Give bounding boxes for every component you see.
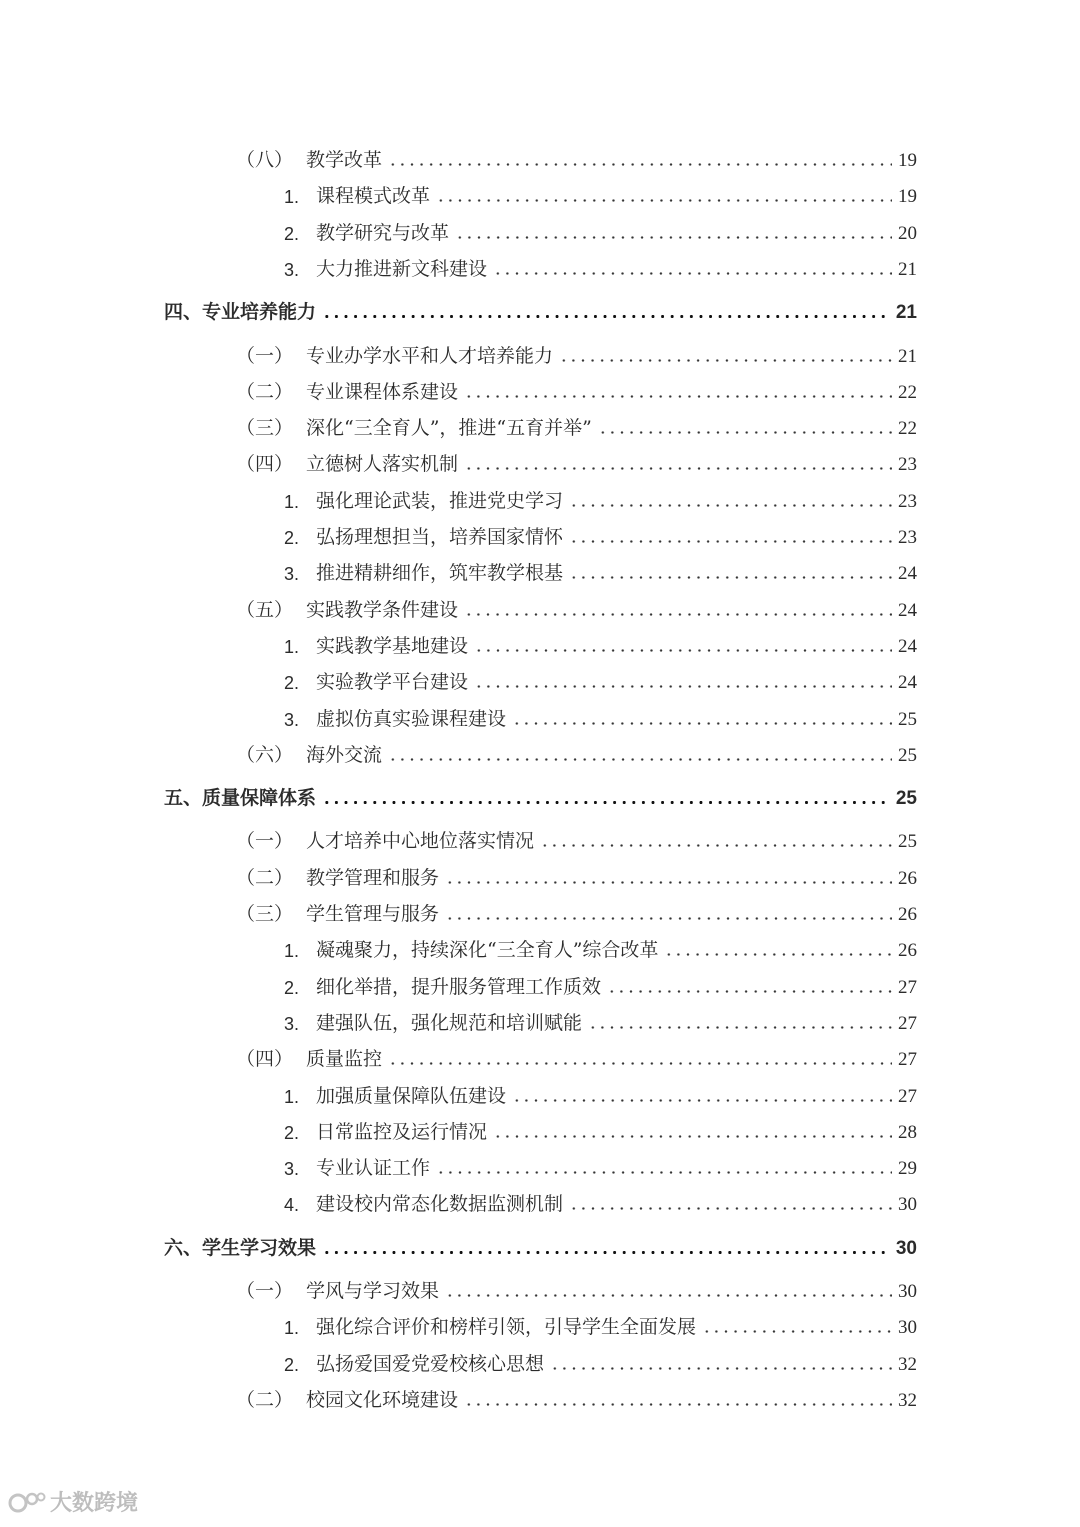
toc-page-number: 22	[898, 418, 917, 440]
toc-page-number: 30	[898, 1281, 917, 1302]
toc-page-number: 30	[898, 1194, 917, 1216]
toc-entry-title: 教学管理和服务	[306, 866, 440, 889]
toc-entry-number: 3.	[284, 1013, 300, 1034]
toc-page-number: 30	[898, 1317, 917, 1339]
toc-entry-number: 3.	[284, 709, 300, 730]
toc-page-number: 32	[898, 1353, 917, 1375]
toc-section[interactable]	[236, 404, 917, 438]
toc-dot-leader	[512, 1099, 892, 1102]
toc-entry-number: （二）	[236, 1389, 294, 1411]
toc-subsection[interactable]	[284, 209, 917, 243]
toc-entry-number: 2.	[284, 528, 300, 548]
toc-entry-number: （二）	[236, 867, 294, 889]
toc-entry-number: 2.	[284, 673, 300, 694]
toc-subsection[interactable]	[284, 926, 917, 960]
toc-subsection[interactable]	[284, 477, 917, 511]
watermark-logo-icon	[8, 1489, 46, 1515]
toc-section[interactable]	[236, 817, 917, 851]
toc-section[interactable]	[236, 332, 917, 366]
toc-entry-number: 1.	[284, 187, 300, 208]
toc-entry-number: 1.	[284, 491, 300, 512]
toc-entry-number: 1.	[284, 636, 300, 657]
toc-page-number: 25	[898, 708, 917, 730]
toc-dot-leader	[388, 163, 892, 166]
toc-subsection[interactable]	[284, 1180, 917, 1214]
toc-subsection[interactable]	[284, 658, 917, 692]
toc-entry-title: 学生管理与服务	[306, 903, 440, 925]
toc-entry-title: 建强队伍，强化规范和培训赋能	[316, 1011, 583, 1034]
toc-page-number: 23	[898, 454, 917, 476]
toc-entry-title: 强化综合评价和榜样引领，引导学生全面发展	[316, 1316, 697, 1339]
toc-section[interactable]	[236, 586, 917, 620]
toc-entry-title: 实践教学条件建设	[306, 598, 459, 621]
toc-page-number: 23	[898, 527, 917, 548]
toc-entry-number: （三）	[236, 418, 294, 440]
toc-dot-leader	[445, 1294, 892, 1297]
toc-entry-title: 建设校内常态化数据监测机制	[316, 1193, 564, 1216]
toc-entry-number: 1.	[284, 941, 300, 962]
toc-dot-leader	[493, 272, 892, 275]
toc-page-number: 24	[898, 672, 917, 694]
toc-entry-title: 六、学生学习效果	[164, 1236, 317, 1259]
toc-dot-leader	[607, 990, 892, 993]
toc-dot-leader	[474, 649, 892, 652]
toc-subsection[interactable]	[284, 622, 917, 656]
toc-entry-title: 实验教学平台建设	[316, 671, 469, 694]
toc-page-number: 19	[898, 186, 917, 208]
toc-entry-number: （五）	[236, 599, 294, 621]
toc-subsection[interactable]	[284, 1340, 917, 1374]
toc-entry-title: 教学改革	[306, 149, 383, 171]
toc-entry-title: 课程模式改革	[316, 185, 431, 208]
toc-subsection[interactable]	[284, 1108, 917, 1142]
toc-dot-leader	[464, 395, 892, 398]
toc-chapter[interactable]	[164, 288, 917, 322]
toc-entry-number: 2.	[284, 223, 300, 244]
toc-page-number: 30	[895, 1237, 917, 1259]
toc-entry-title: 四、专业培养能力	[164, 301, 317, 324]
toc-entry-title: 强化理论武装，推进党史学习	[316, 489, 564, 512]
toc-entry-number: 3.	[284, 259, 300, 280]
toc-entry-title: 专业课程体系建设	[306, 380, 459, 403]
toc-page-number: 27	[898, 1085, 917, 1107]
toc-section[interactable]	[236, 136, 917, 170]
toc-entry-title: 人才培养中心地位落实情况	[306, 830, 535, 853]
toc-page-number: 23	[898, 490, 917, 512]
toc-section[interactable]	[236, 368, 917, 402]
toc-dot-leader	[445, 881, 892, 884]
toc-entry-number: 4.	[284, 1195, 300, 1216]
toc-dot-leader	[436, 199, 892, 202]
toc-chapter[interactable]	[164, 774, 917, 808]
toc-dot-leader	[569, 1207, 892, 1210]
toc-entry-number: 3.	[284, 1159, 300, 1180]
toc-section[interactable]	[236, 731, 917, 765]
toc-entry-title: 加强质量保障队伍建设	[316, 1084, 507, 1107]
toc-subsection[interactable]	[284, 513, 917, 547]
toc-chapter[interactable]	[164, 1224, 917, 1258]
toc-entry-number: 2.	[284, 1354, 300, 1375]
toc-section[interactable]	[236, 440, 917, 474]
toc-dot-leader	[559, 359, 892, 362]
toc-entry-title: 实践教学基地建设	[316, 634, 469, 657]
toc-dot-leader	[445, 917, 892, 920]
toc-entry-title: 凝魂聚力，持续深化“三全育人”综合改革	[316, 939, 659, 962]
toc-entry-title: 推进精耕细作，筑牢教学根基	[316, 562, 564, 585]
toc-section[interactable]	[236, 890, 917, 924]
toc-entry-number: （一）	[236, 831, 294, 853]
toc-entry-number: 1.	[284, 1086, 300, 1107]
toc-entry-number: （四）	[236, 1049, 294, 1071]
toc-dot-leader	[569, 540, 892, 543]
toc-page-number: 27	[898, 976, 917, 998]
toc-dot-leader	[569, 504, 892, 507]
toc-page-number: 27	[898, 1049, 917, 1071]
toc-page-number: 27	[898, 1012, 917, 1034]
toc-dot-leader	[322, 801, 890, 804]
toc-dot-leader	[436, 1171, 892, 1174]
toc-entry-title: 校园文化环境建设	[306, 1388, 459, 1411]
toc-subsection[interactable]	[284, 245, 917, 279]
toc-dot-leader	[588, 1026, 892, 1029]
toc-entry-title: 立德树人落实机制	[306, 453, 459, 476]
toc-entry-number: （三）	[236, 904, 294, 925]
watermark-text: 大数跨境	[50, 1491, 139, 1516]
toc-dot-leader	[493, 1135, 892, 1138]
toc-entry-title: 质量监控	[306, 1048, 383, 1071]
toc-entry-title: 深化“三全育人”，推进“五育并举”	[306, 417, 592, 440]
toc-entry-number: （四）	[236, 454, 294, 476]
toc-section[interactable]	[236, 1267, 917, 1301]
toc-dot-leader	[550, 1367, 892, 1370]
toc-page-number: 24	[898, 635, 917, 657]
toc-subsection[interactable]	[284, 172, 917, 206]
toc-subsection[interactable]	[284, 1144, 917, 1178]
toc-entry-title: 大力推进新文科建设	[316, 257, 488, 280]
toc-dot-leader	[702, 1330, 892, 1333]
toc-entry-number: 2.	[284, 1122, 300, 1143]
toc-dot-leader	[464, 613, 892, 616]
toc-subsection[interactable]	[284, 963, 917, 997]
toc-page-number: 25	[898, 744, 917, 766]
toc-entry-title: 专业办学水平和人才培养能力	[306, 344, 554, 367]
toc-entry-title: 弘扬爱国爱党爱校核心思想	[316, 1352, 545, 1375]
toc-entry-number: 1.	[284, 1318, 300, 1339]
toc-dot-leader	[388, 758, 892, 761]
toc-entry-number: （二）	[236, 381, 294, 403]
toc-page-number: 25	[895, 788, 917, 810]
toc-dot-leader	[322, 315, 890, 318]
toc-dot-leader	[322, 1251, 890, 1254]
toc-section[interactable]	[236, 854, 917, 888]
toc-dot-leader	[664, 953, 892, 956]
toc-subsection[interactable]	[284, 695, 917, 729]
toc-page-number: 24	[898, 599, 917, 621]
toc-page-number: 28	[898, 1121, 917, 1143]
toc-page-number: 25	[898, 831, 917, 853]
toc-entry-title: 五、质量保障体系	[164, 787, 317, 810]
toc-section[interactable]	[236, 1376, 917, 1410]
toc-page-number: 26	[898, 904, 917, 925]
toc-subsection[interactable]	[284, 549, 917, 583]
toc-subsection[interactable]	[284, 999, 917, 1033]
toc-entry-title: 弘扬理想担当，培养国家情怀	[316, 526, 564, 548]
toc-dot-leader	[464, 1403, 892, 1406]
toc-dot-leader	[569, 576, 892, 579]
toc-dot-leader	[455, 236, 892, 239]
toc-entry-title: 日常监控及运行情况	[316, 1120, 488, 1143]
toc-section[interactable]	[236, 1035, 917, 1069]
toc-dot-leader	[598, 431, 892, 434]
toc-entry-number: （八）	[236, 150, 294, 171]
toc-subsection[interactable]	[284, 1072, 917, 1106]
toc-page-number: 26	[898, 940, 917, 962]
toc-page-number: 19	[898, 150, 917, 171]
toc-page-number: 24	[898, 563, 917, 585]
toc-entry-number: 3.	[284, 564, 300, 585]
toc-page-number: 22	[898, 381, 917, 403]
toc-dot-leader	[464, 467, 892, 470]
toc-entry-title: 细化举措，提升服务管理工作质效	[316, 975, 602, 998]
toc-entry-title: 专业认证工作	[316, 1157, 431, 1180]
toc-page-number: 21	[895, 302, 917, 324]
toc-entry-number: （六）	[236, 744, 294, 766]
toc-page-number: 29	[898, 1158, 917, 1180]
toc-entry-title: 海外交流	[306, 743, 383, 766]
toc-entry-number: （一）	[236, 1281, 294, 1302]
toc-subsection[interactable]	[284, 1303, 917, 1337]
toc-dot-leader	[512, 722, 892, 725]
watermark	[8, 1486, 138, 1517]
toc-entry-number: （一）	[236, 345, 294, 367]
toc-dot-leader	[474, 685, 892, 688]
toc-entry-title: 教学研究与改革	[316, 221, 450, 244]
toc-page-number: 20	[898, 222, 917, 244]
toc-page-number: 32	[898, 1389, 917, 1411]
toc-dot-leader	[540, 844, 892, 847]
toc-dot-leader	[388, 1062, 892, 1065]
toc-page-number: 21	[898, 345, 917, 367]
toc-entry-number: 2.	[284, 977, 300, 998]
toc-entry-title: 学风与学习效果	[306, 1280, 440, 1302]
toc-entry-title: 虚拟仿真实验课程建设	[316, 707, 507, 730]
toc-page-number: 26	[898, 867, 917, 889]
toc-page-number: 21	[898, 258, 917, 280]
